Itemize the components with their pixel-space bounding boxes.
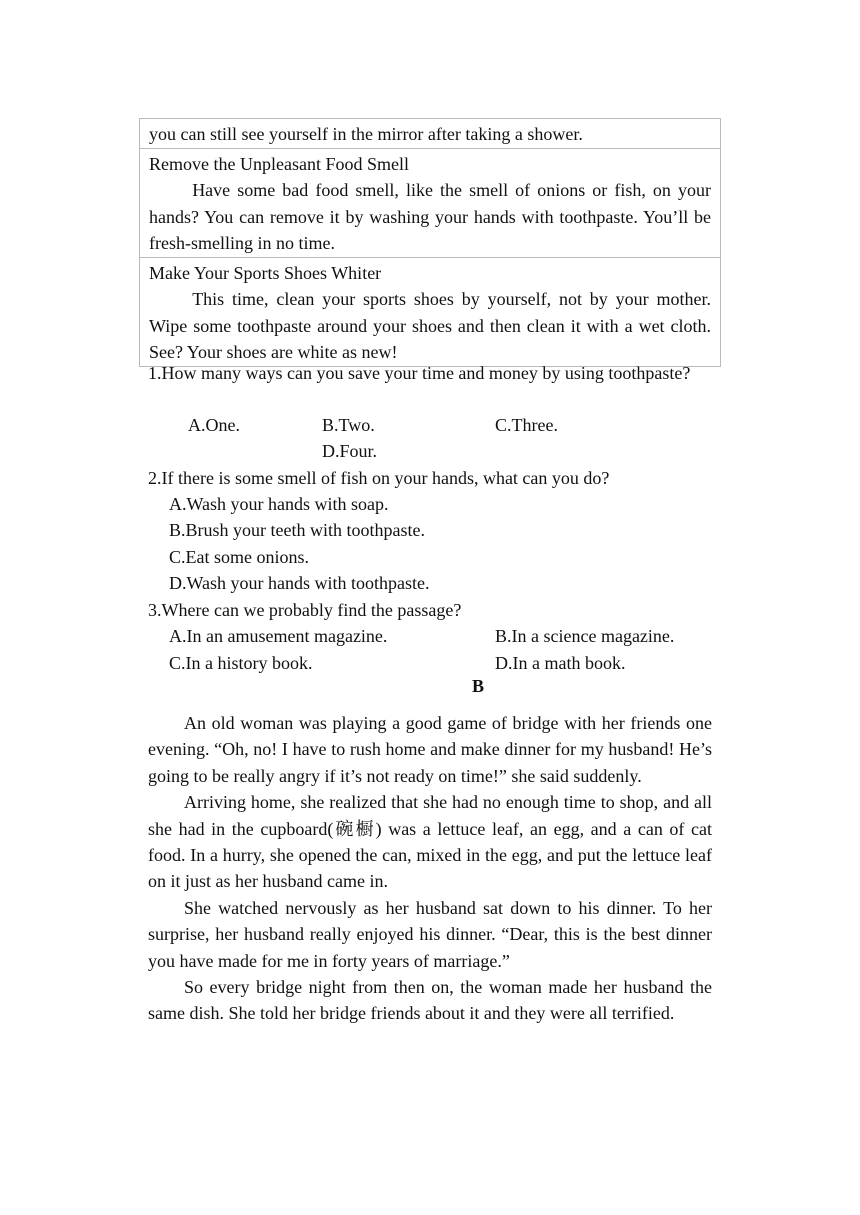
question-3-option-a: A.In an amusement magazine. xyxy=(169,626,388,646)
question-1-option-c: C.Three. xyxy=(495,415,558,435)
passage-paragraph-1: An old woman was playing a good game of bridge with her friends one evening. “Oh, no! I have to rush home and make dinner for my husband! He’s going to be really angry if it’s not ready on time!” she said suddenly. xyxy=(148,713,712,786)
question-3-option-c: C.In a history book. xyxy=(169,653,313,673)
question-2-option-c: C.Eat some onions. xyxy=(169,547,309,567)
section-b-passage xyxy=(148,710,712,1027)
passage-paragraph-4: So every bridge night from then on, the woman made her husband the same dish. She told her bridge friends about it and they were all terrified. xyxy=(148,977,712,1024)
question-1-stem: 1.How many ways can you save your time and money by using toothpaste? xyxy=(148,363,691,383)
question-1-option-a: A.One. xyxy=(188,415,240,435)
tips-table xyxy=(139,118,721,367)
question-1-option-b: B.Two. xyxy=(322,415,375,435)
question-2-option-a: A.Wash your hands with soap. xyxy=(169,494,389,514)
table-row xyxy=(140,257,721,366)
question-1-option-d: D.Four. xyxy=(322,441,378,461)
table-row xyxy=(140,148,721,257)
tip-body-food-smell: Have some bad food smell, like the smell of onions or fish, on your hands? You can remove it by washing your hands with toothpaste. You’ll be fresh-smelling in no time. xyxy=(149,180,711,253)
tip-title-food-smell: Remove the Unpleasant Food Smell xyxy=(149,153,409,174)
question-3-stem: 3.Where can we probably find the passage? xyxy=(148,600,462,620)
passage-paragraph-3: She watched nervously as her husband sat down to his dinner. To her surprise, her husband really enjoyed his dinner. “Dear, this is the best dinner you have made for me in forty years of marriage.” xyxy=(148,897,712,971)
tip-body-sports-shoes: This time, clean your sports shoes by yourself, not by your mother. Wipe some toothpaste around your shoes and then clean it with a wet cloth. See? Your shoes are white as new! xyxy=(149,289,711,362)
question-3-option-d: D.In a math book. xyxy=(495,653,626,673)
question-2-stem: 2.If there is some smell of fish on your hands, what can you do? xyxy=(148,468,610,488)
table-cell-sports-shoes xyxy=(140,257,721,366)
question-2-option-b: B.Brush your teeth with toothpaste. xyxy=(169,520,425,540)
section-b-heading: B xyxy=(472,676,485,696)
table-cell-continuation: you can still see yourself in the mirror after taking a shower. xyxy=(140,119,721,149)
passage-paragraph-2: Arriving home, she realized that she had no enough time to shop, and all she had in the cupboard(碗橱) was a lettuce leaf, an egg, and a can of cat food. In a hurry, she opened the can, mixed in the egg, and put the lettuce leaf on it just as her husband came in. xyxy=(148,792,712,892)
question-3-option-b: B.In a science magazine. xyxy=(495,626,675,646)
question-2-option-d: D.Wash your hands with toothpaste. xyxy=(169,573,430,593)
table-cell-food-smell xyxy=(140,148,721,257)
table-row xyxy=(140,119,721,149)
tip-title-sports-shoes: Make Your Sports Shoes Whiter xyxy=(149,262,382,283)
